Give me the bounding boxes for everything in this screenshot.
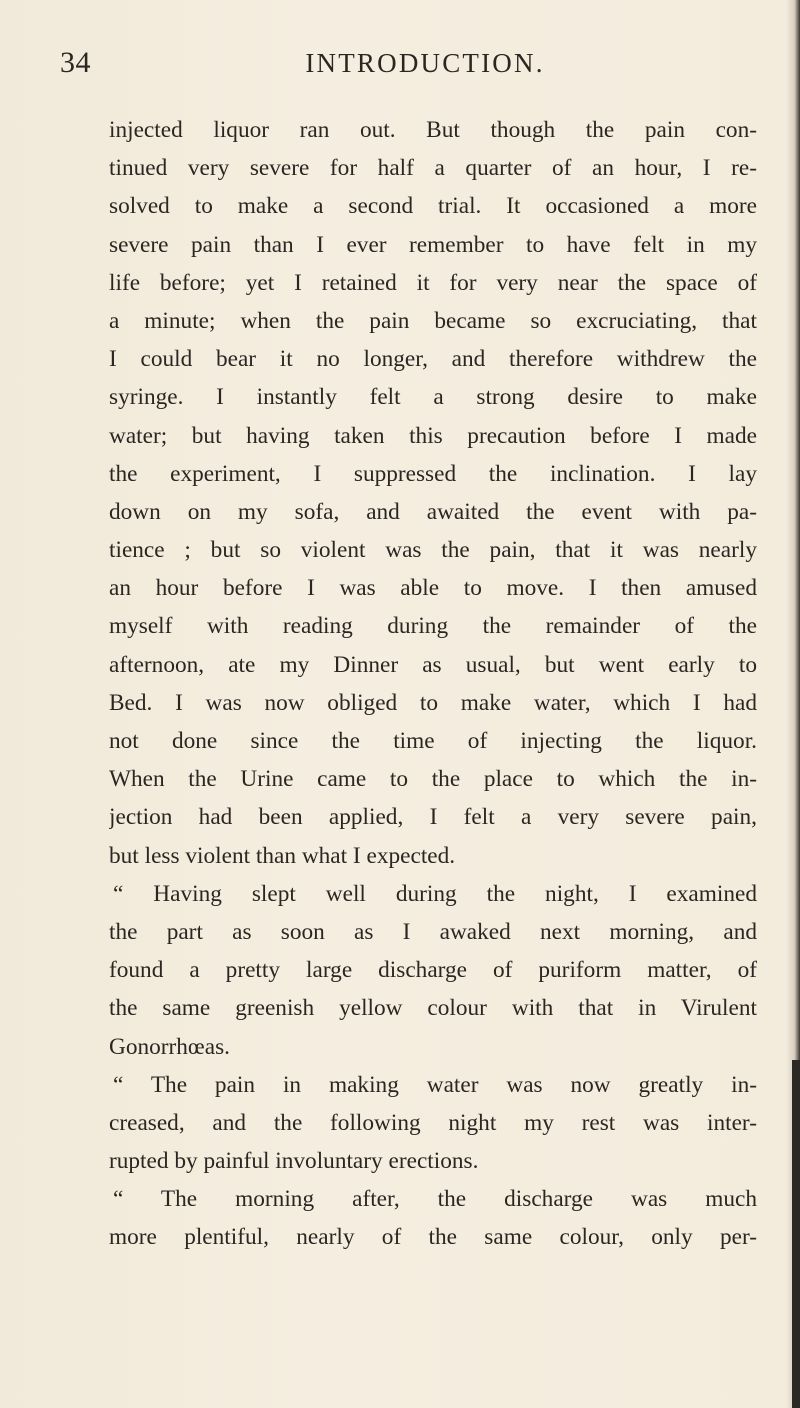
text-line: more plentiful, nearly of the same colour, only per-	[109, 1224, 757, 1251]
text-line: down on my sofa, and awaited the event with pa-	[109, 498, 757, 525]
text-line: Gonorrhœas.	[109, 1033, 230, 1060]
text-line: When the Urine came to the place to which the in-	[109, 766, 757, 793]
text-line: afternoon, ate my Dinner as usual, but went early to	[109, 651, 757, 678]
text-line: jection had been applied, I felt a very severe pain,	[109, 804, 757, 831]
text-line: syringe. I instantly felt a strong desire to make	[109, 384, 757, 411]
text-line: creased, and the following night my rest was inter-	[109, 1109, 757, 1136]
text-line: tinued very severe for half a quarter of an hour, I re-	[109, 155, 757, 182]
text-line: “ The pain in making water was now greatly in-	[113, 1071, 757, 1098]
text-line: an hour before I was able to move. I then amused	[109, 575, 757, 602]
text-line: the experiment, I suppressed the inclination. I lay	[109, 460, 757, 487]
text-line: “ Having slept well during the night, I examined	[113, 880, 757, 907]
text-line: life before; yet I retained it for very near the space of	[109, 269, 757, 296]
text-line: water; but having taken this precaution before I made	[109, 422, 757, 449]
text-line: injected liquor ran out. But though the pain con-	[109, 117, 757, 143]
text-line: solved to make a second trial. It occasioned a more	[109, 193, 757, 220]
text-line: tience ; but so violent was the pain, that it was nearly	[109, 537, 757, 564]
page-edge-dark	[792, 1060, 800, 1408]
page-number: 34	[60, 46, 91, 79]
running-title: INTRODUCTION.	[305, 48, 545, 78]
text-line: “ The morning after, the discharge was much	[113, 1186, 757, 1213]
text-line: myself with reading during the remainder of the	[109, 613, 757, 640]
text-line: but less violent than what I expected.	[109, 842, 456, 869]
text-line: severe pain than I ever remember to have felt in my	[109, 231, 757, 258]
text-line: Bed. I was now obliged to make water, which I had	[109, 689, 757, 716]
text-line: not done since the time of injecting the liquor.	[109, 728, 757, 754]
running-head	[60, 46, 760, 80]
text-line: rupted by painful involuntary erections.	[109, 1148, 479, 1175]
text-line: I could bear it no longer, and therefore withdrew the	[109, 346, 757, 373]
text-line: the part as soon as I awaked next morning, and	[109, 918, 757, 945]
text-line: found a pretty large discharge of puriform matter, of	[109, 957, 757, 984]
text-line: a minute; when the pain became so excruciating, that	[109, 307, 757, 334]
text-line: the same greenish yellow colour with that in Virulent	[109, 995, 757, 1022]
body-text	[109, 111, 757, 1257]
